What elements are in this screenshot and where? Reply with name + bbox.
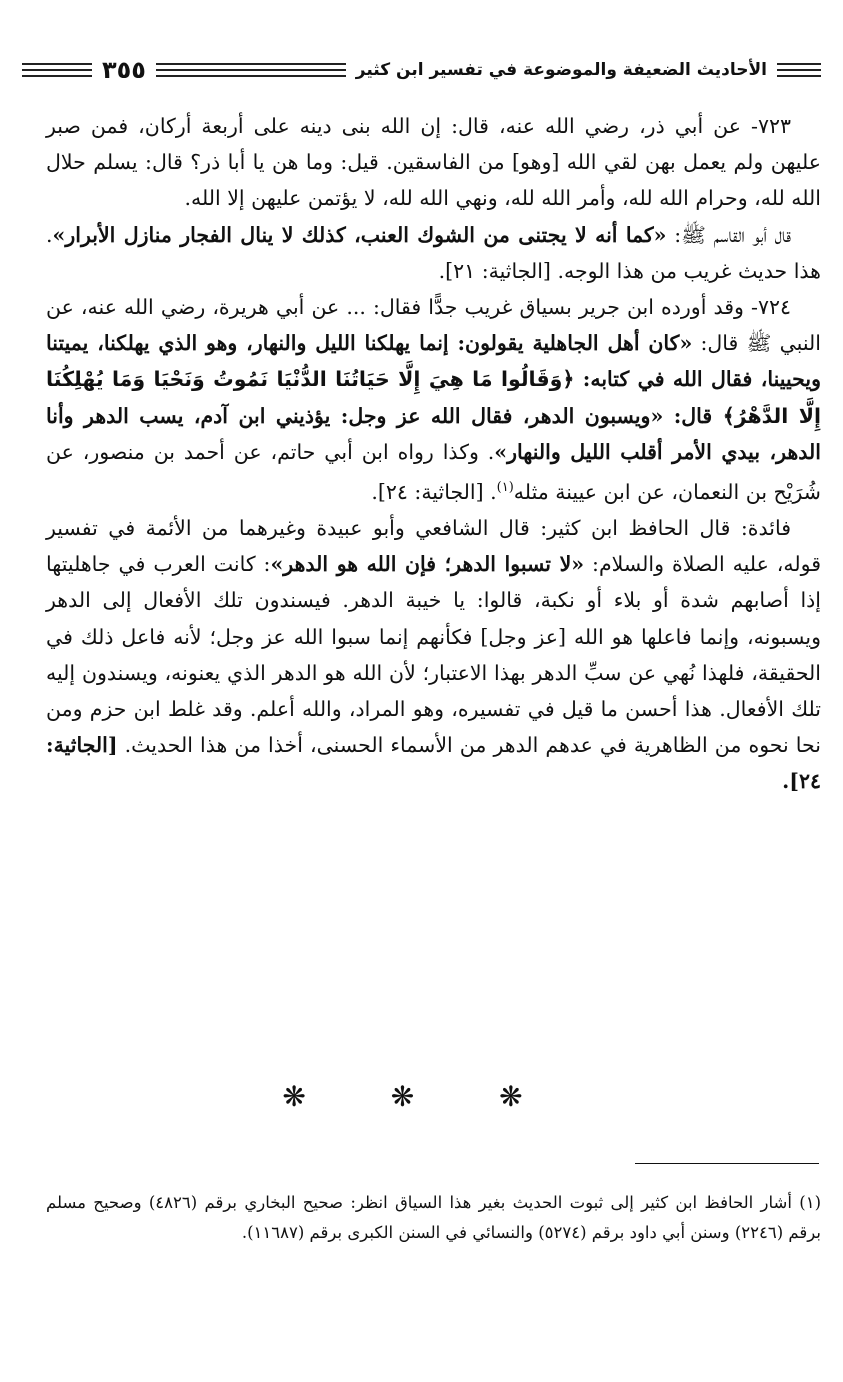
abu-qasim-quote <box>46 217 821 289</box>
page-number: ٣٥٥ <box>102 56 146 84</box>
hadith-723-text-a: ٧٢٣- عن أبي ذر، <box>629 114 791 138</box>
faida-bold: «لا تسبوا الدهر؛ فإن الله هو الدهر» <box>270 552 585 577</box>
page-header <box>22 52 821 88</box>
header-rule-right <box>777 63 821 77</box>
running-title: الأحاديث الضعيفة والموضوعة في تفسير ابن كثير <box>355 60 767 80</box>
page-body <box>46 108 821 800</box>
faida-text-a: فائدة: قال الحافظ ابن كثير: قال الشافعي وأبو عبيدة وغيرهما من الأئمة في تفسير قوله، عليه الصلاة والسلام: <box>46 516 821 577</box>
honorific-pbuh: ﷺ <box>746 331 772 356</box>
footnotes <box>46 1188 821 1248</box>
hadith-724-bold-b: قال: «ويسبون الدهر، فقال الله عز وجل: يؤذيني ابن آدم، يسب الدهر وأنا الدهر، بيدي الأمر أقلب الليل والنهار» <box>46 403 821 464</box>
header-rule-left <box>22 63 92 77</box>
hadith-723-text-b: ، قال: إن الله بنى دينه على أربعة أركان، فمن صبر عليهن ولم يعمل بهن لقي الله [وهو] من الفاسقين. قيل: وما هن يا أبا ذر؟ قال: يسلم حلال الله لله، وحرام الله لله، وأمر الله لله، ونهي الله لله، لا يؤتمن عليهن إلا الله. <box>46 114 821 211</box>
quran-verse: ﴿وَقَالُوا مَا هِيَ إِلَّا حَيَاتُنَا الدُّنْيَا نَمُوتُ وَنَحْيَا وَمَا يُهْلِكُنَا إِلَّا الدَّهْرُ﴾ <box>46 367 821 428</box>
faida-text-b: : كانت العرب في جاهليتها إذا أصابهم شدة أو بلاء أو نكبة، قالوا: يا خيبة الدهر. فيسندون تلك الأفعال إلى الدهر ويسبونه، وإنما فاعلها هو الله [عز وجل] فكأنهم إنما سبوا الله عز وجل؛ لأنه فاعل ذلك في الحقيقة، فلهذا نُهي عن سبِّ الدهر بهذا الاعتبار؛ لأن الله هو الدهر الذي يعنونه، ويسندون إليه تلك الأفعال. هذا أحسن ما قيل في تفسيره، وهو المراد، والله أعلم. وقد غلط ابن حزم ومن نحا نحوه من الظاهرية في عدهم الدهر من الأسماء الحسنى، أخذا من هذا الحديث. <box>46 552 821 758</box>
quote-colon: : <box>666 222 682 247</box>
section-separator: ❋ ❋ ❋ <box>282 1080 561 1113</box>
faida-ref: [الجاثية: ٢٤]. <box>46 733 821 794</box>
quote-intro: قال أبو القاسم <box>705 222 791 247</box>
footnote-rule <box>635 1163 819 1164</box>
hadith-724-text-d: . وكذا رواه ابن أبي حاتم، عن أحمد بن منصور، عن شُرَيْح بن النعمان، عن ابن عيينة مثله <box>46 439 821 504</box>
quote-bold: «كما أنه لا يجتنى من الشوك العنب، كذلك لا ينال الفجار منازل الأبرار» <box>52 222 667 247</box>
hadith-723 <box>46 108 821 217</box>
footnote-1: (١) أشار الحافظ ابن كثير إلى ثبوت الحديث بغير هذا السياق انظر: صحيح البخاري برقم (٤٨٢٦) وصحيح مسلم برقم (٢٢٤٦) وسنن أبي داود برقم (٥٢٧٤) والنسائي في السنن الكبرى برقم (١١٦٨٧). <box>46 1193 821 1242</box>
hadith-724-text-a: ٧٢٤- وقد أورده ابن جرير بسياق غريب جدًّا فقال: ... عن أبي هريرة، <box>205 295 791 320</box>
honorific-pbuh: ﷺ <box>681 222 706 247</box>
footnote-ref[interactable]: (١) <box>496 480 514 496</box>
header-rule-middle <box>156 63 346 77</box>
faida-paragraph <box>46 510 821 800</box>
quote-grading: . هذا حديث غريب من هذا الوجه. [الجاثية: ٢١]. <box>46 222 821 283</box>
hadith-724-text-e: . [الجاثية: ٢٤]. <box>371 479 497 504</box>
honorific-radiallahu: رضي الله عنه <box>505 114 630 138</box>
hadith-724-bold-a: «كان أهل الجاهلية يقولون: إنما يهلكنا الليل والنهار، وهو الذي يهلكنا، يميتنا ويحيينا، فقال الله في كتابه: <box>46 331 821 392</box>
hadith-724-text-b: ، عن النبي <box>46 295 821 356</box>
honorific-radiallahu: رضي الله عنه <box>87 295 206 320</box>
hadith-724-text-c: قال: <box>692 331 747 356</box>
hadith-724 <box>46 289 821 510</box>
